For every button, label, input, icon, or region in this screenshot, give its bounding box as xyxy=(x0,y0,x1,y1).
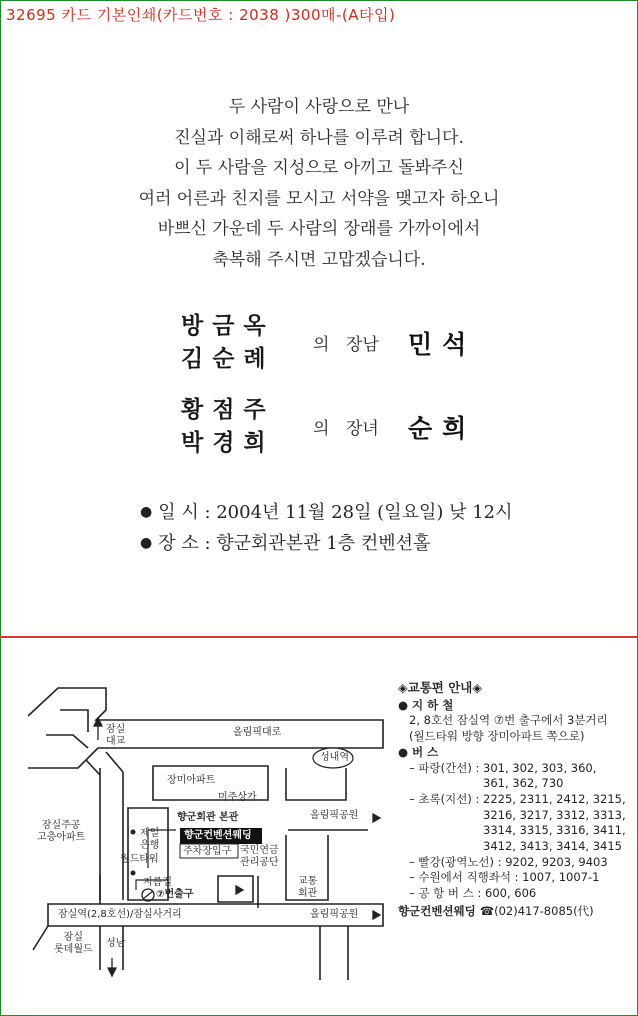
map-label-exit7: ⑦번출구 xyxy=(156,889,194,900)
bus-row: – 초록(지선) : 2225, 2311, 2412, 3215, xyxy=(409,791,626,806)
bride-particle: 의 xyxy=(313,419,330,439)
map-label-olympic-park-2: 올림픽공원 xyxy=(310,909,359,920)
section-divider xyxy=(0,636,638,638)
bus-row: – 파랑(간선) : 301, 302, 303, 360, xyxy=(409,760,597,775)
place-label: 장 소 xyxy=(158,533,199,554)
map-label-jamsil-bridge: 잠실 대교 xyxy=(106,724,126,747)
map-label-shortcut: 지름길 xyxy=(143,877,172,888)
groom-mother-name: 김순례 xyxy=(181,345,275,372)
bus-heading: ● 버 스 xyxy=(398,744,439,759)
place-value: 향군회관본관 1층 컨벤션홀 xyxy=(216,533,431,554)
location-map xyxy=(28,680,388,980)
event-date: ● 일 시 : 2004년 11월 28일 (일요일) 낮 12시 xyxy=(140,502,513,523)
venue-contact: 향군컨벤션웨딩 ☎(02)417-8085(代) xyxy=(398,903,594,918)
map-label-jamsil-station: 잠실역(2,8호선)/잠실사거리 xyxy=(58,909,182,920)
bride-parents xyxy=(181,393,275,459)
groom-particle: 의 xyxy=(313,335,330,355)
greeting-line: 축복해 주시면 고맙겠습니다. xyxy=(212,249,426,270)
date-value: 2004년 11월 28일 (일요일) 낮 12시 xyxy=(216,502,513,523)
groom-parents xyxy=(181,309,275,375)
bus-row: 361, 362, 730 xyxy=(483,776,564,791)
map-label-miju-mall: 미주상가 xyxy=(218,792,257,803)
invitation-greeting xyxy=(0,92,638,275)
greeting-line: 바쁘신 가운데 두 사람의 장래를 가까이에서 xyxy=(157,219,481,239)
map-label-pension: 국민연금 관리공단 xyxy=(240,845,279,868)
greeting-line: 이 두 사람을 지성으로 아끼고 돌봐주신 xyxy=(174,158,464,178)
subway-line: (월드타워 방향 장미아파트 쪽으로) xyxy=(409,729,585,744)
groom-relation: 장남 xyxy=(346,335,379,355)
transport-title: ◈교통편 안내◈ xyxy=(398,680,482,695)
groom-father-name: 방금옥 xyxy=(181,312,275,339)
map-label-seongnam: 성남 xyxy=(106,938,126,949)
map-label-jamsil-apt: 잠실주공 고층아파트 xyxy=(37,820,86,843)
bride-mother-name: 박경희 xyxy=(181,429,275,456)
map-label-hyanggun-wedding: 향군컨벤션웨딩 xyxy=(184,830,252,841)
bus-row: 3412, 3413, 3414, 3415 xyxy=(483,839,622,854)
map-label-world-tower: 월드타워 xyxy=(120,854,159,865)
greeting-line: 진실과 이해로써 하나를 이루려 합니다. xyxy=(174,127,464,148)
map-label-olympic-road: 올림픽대로 xyxy=(233,727,282,738)
subway-line: 2, 8호선 잠실역 ⑦번 출구에서 3분거리 xyxy=(409,713,608,728)
map-label-jangmi-apt: 장미아파트 xyxy=(167,775,216,786)
map-label-jeil-bank: 제일 은행 xyxy=(140,828,160,851)
print-order-header: 32695 카드 기본인쇄(카드번호 : 2038 )300매-(A타입) xyxy=(6,6,396,24)
map-label-parking: 주차장입구 xyxy=(183,846,232,857)
map-label-traffic-hall: 교통 회관 xyxy=(298,876,318,899)
bus-row: 3314, 3315, 3316, 3411, xyxy=(483,823,626,838)
bus-row: – 수원에서 직행좌석 : 1007, 1007-1 xyxy=(409,870,600,885)
greeting-line: 두 사람이 사랑으로 만나 xyxy=(228,97,410,117)
bride-relation: 장녀 xyxy=(346,419,379,439)
groom-name: 민석 xyxy=(408,330,477,359)
map-label-seongnae-station: 성내역 xyxy=(320,752,349,763)
greeting-line: 여러 어른과 친지를 모시고 서약을 맺고자 하오니 xyxy=(138,188,500,209)
bullet-icon: ● xyxy=(140,535,153,551)
subway-heading: ● 지 하 철 xyxy=(398,697,454,712)
bus-row: – 공 항 버 스 : 600, 606 xyxy=(409,886,537,901)
map-label-hyanggun-main: 향군회관 본관 xyxy=(177,812,239,823)
bullet-icon: ● xyxy=(140,504,153,520)
bus-row: 3216, 3217, 3312, 3313, xyxy=(483,807,626,822)
map-label-lotte-world: 잠실 롯데월드 xyxy=(54,932,93,955)
date-label: 일 시 xyxy=(158,502,199,523)
bride-father-name: 황점주 xyxy=(181,396,275,423)
event-place: ● 장 소 : 향군회관본관 1층 컨벤션홀 xyxy=(140,533,431,554)
bus-row: – 빨강(광역노선) : 9202, 9203, 9403 xyxy=(409,854,608,869)
transport-info xyxy=(398,680,634,920)
bride-name: 순희 xyxy=(408,414,477,443)
map-label-olympic-park-1: 올림픽공원 xyxy=(310,810,359,821)
